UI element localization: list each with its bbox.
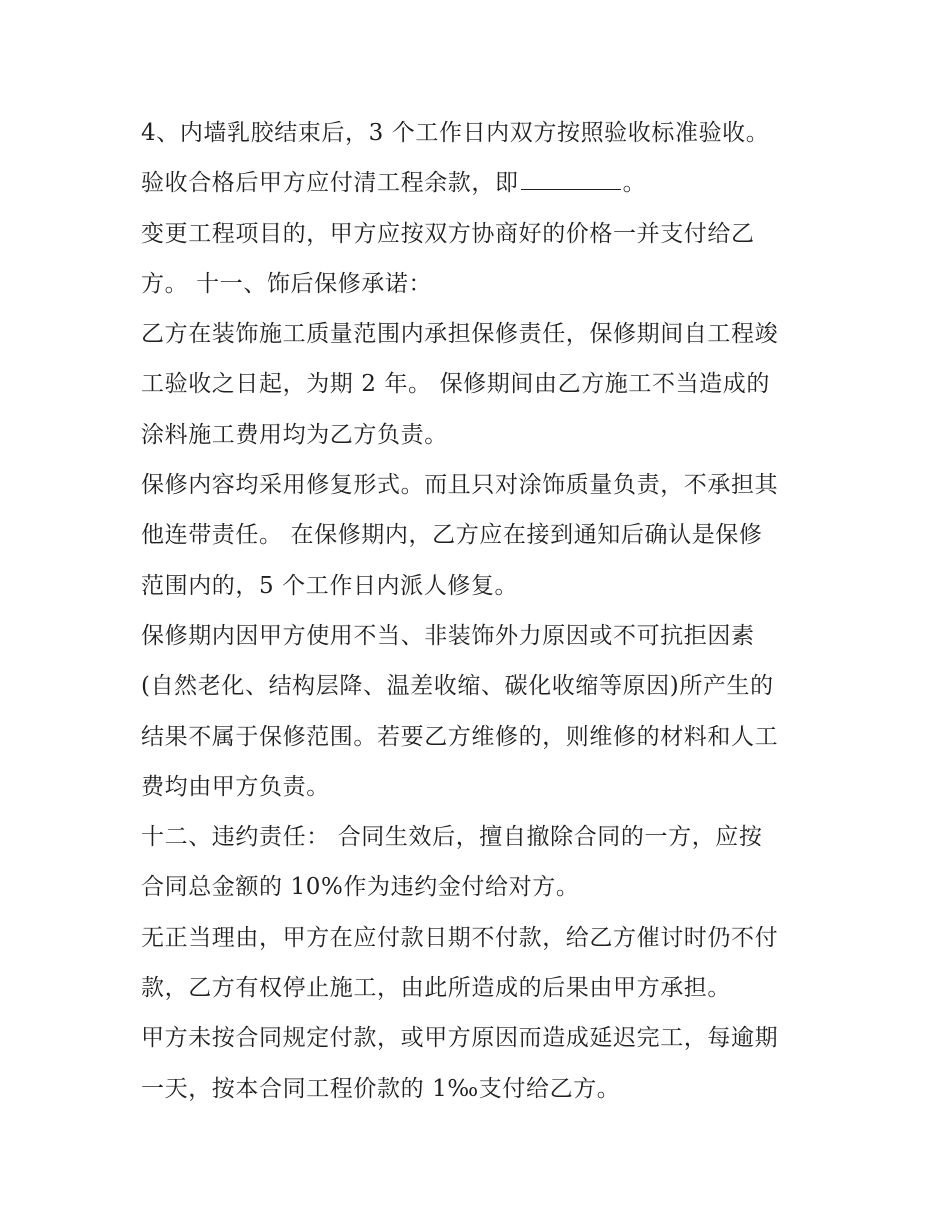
paragraph-warranty-exclusions: [141, 611, 821, 812]
text-line: 保修期内因甲方使用不当、非装饰外力原因或不可抗拒因素: [141, 622, 755, 649]
paragraph-warranty-responsibility: [141, 309, 821, 460]
text-line: 结果不属于保修范围。若要乙方维修的，则维修的材料和人工: [141, 723, 779, 750]
text-line: 涂料施工费用均为乙方负责。: [141, 421, 448, 448]
text-line: 变更工程项目的，甲方应按双方协商好的价格一并支付给乙: [141, 220, 755, 247]
text-line: 范围内的，5 个工作日内派人修复。: [141, 572, 519, 599]
text-line: 费均由甲方负责。: [141, 773, 330, 800]
document-body: [141, 108, 821, 1114]
text-line: 乙方在装饰施工质量范围内承担保修责任，保修期间自工程竣: [141, 321, 779, 348]
paragraph-breach-liability: [141, 812, 821, 913]
text-before-blank: 验收合格后甲方应付清工程余款，即: [141, 170, 519, 197]
fill-in-blank: [521, 167, 621, 190]
text-line: 款，乙方有权停止施工，由此所造成的后果由甲方承担。: [141, 975, 731, 1002]
paragraph-late-penalty: [141, 1013, 821, 1114]
paragraph-acceptance: [141, 108, 821, 158]
text-line: 工验收之日起，为期 2 年。 保修期间由乙方施工不当造成的: [141, 371, 770, 398]
paragraph-balance-payment: [141, 158, 821, 208]
text-line: 无正当理由，甲方在应付款日期不付款，给乙方催讨时仍不付: [141, 924, 779, 951]
paragraph-warranty-content: [141, 460, 821, 611]
text-line: 方。 十一、饰后保修承诺：: [141, 270, 433, 297]
text-line: 十二、违约责任： 合同生效后，擅自撤除合同的一方，应按: [141, 824, 763, 851]
text-line: 一天，按本合同工程价款的 1‰支付给乙方。: [141, 1075, 621, 1102]
text-line: 甲方未按合同规定付款，或甲方原因而造成延迟完工，每逾期: [141, 1025, 779, 1052]
paragraph-nonpayment: [141, 913, 821, 1014]
text-line: [141, 158, 821, 208]
text-after-blank: 。: [622, 170, 647, 197]
paragraph-change-items: [141, 209, 821, 310]
text-line: 保修内容均采用修复形式。而且只对涂饰质量负责，不承担其: [141, 472, 779, 499]
text-line: 4、内墙乳胶结束后，3 个工作日内双方按照验收标准验收。: [141, 120, 770, 146]
text-line: 合同总金额的 10%作为违约金付给对方。: [141, 874, 580, 901]
text-line: (自然老化、结构层降、温差收缩、碳化收缩等原因)所产生的: [141, 673, 774, 700]
text-line: 他连带责任。 在保修期内，乙方应在接到通知后确认是保修: [141, 522, 763, 549]
